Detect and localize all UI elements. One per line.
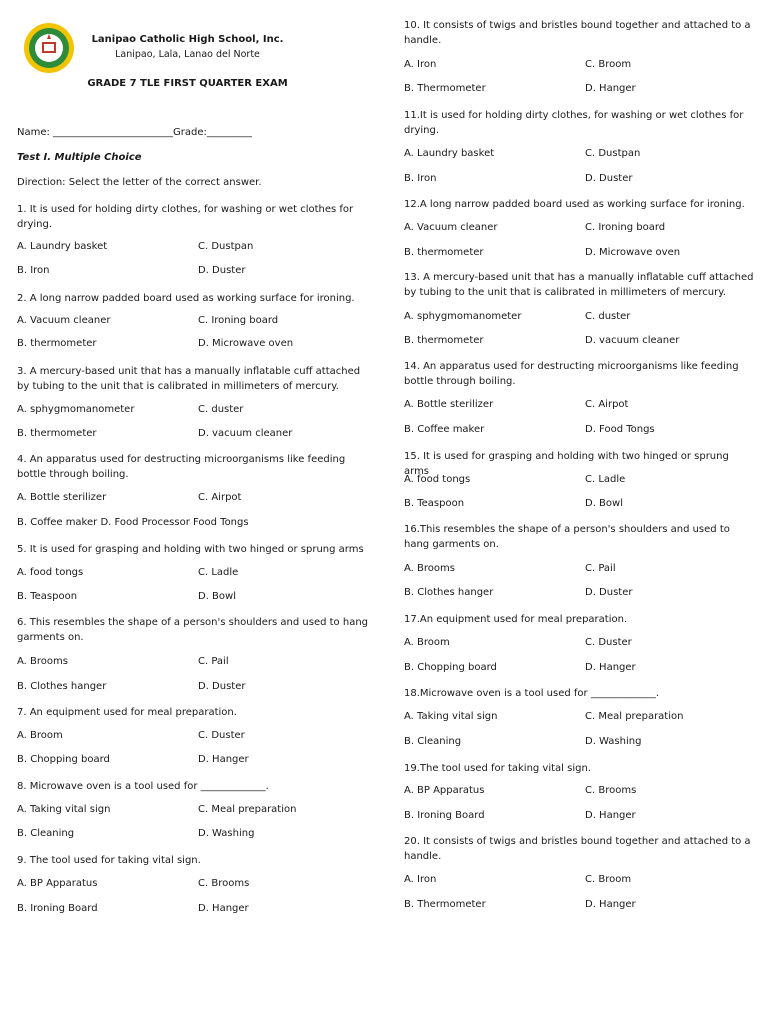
option-d: D. Hanger [585, 83, 636, 94]
question-text: 15. It is used for grasping and holding with two hinged or sprung arms [404, 451, 729, 477]
option-c: C. Broom [585, 59, 632, 70]
question-text: 6. This resembles the shape of a person's shoulders and used to hang garments on. [17, 617, 369, 643]
option-a: A. Vacuum cleaner [17, 315, 111, 326]
option-c: C. duster [585, 311, 631, 322]
option-c: C. duster [198, 404, 244, 415]
option-c: C. Duster [198, 730, 245, 741]
question-text: 5. It is used for grasping and holding with two hinged or sprung arms [17, 544, 364, 555]
option-a: A. food tongs [17, 567, 84, 578]
option-b: B. Coffee maker D. Food Processor Food Tongs [17, 517, 249, 528]
option-b: B. Cleaning [404, 736, 462, 747]
option-b: B. Teaspoon [17, 591, 78, 602]
option-d: D. Duster [585, 587, 633, 598]
option-c: C. Pail [585, 563, 616, 574]
option-d: D. Food Tongs [585, 424, 655, 435]
option-b: B. thermometer [17, 338, 97, 349]
option-b: B. thermometer [404, 247, 484, 258]
question-text: 4. An apparatus used for destructing microorganisms like feeding bottle through boiling. [17, 454, 346, 480]
question-text: 17.An equipment used for meal preparation. [404, 614, 628, 625]
name-grade-line: Name: ________________________Grade:_________ [17, 127, 252, 138]
option-b: B. Chopping board [17, 754, 110, 765]
option-c: C. Duster [585, 637, 632, 648]
question-text: 19.The tool used for taking vital sign. [404, 763, 591, 774]
option-d: D. vacuum cleaner [585, 335, 680, 346]
option-a: A. Brooms [404, 563, 455, 574]
option-d: D. Hanger [585, 899, 636, 910]
option-d: D. Bowl [198, 591, 236, 602]
question-text: 11.It is used for holding dirty clothes, for washing or wet clothes for drying. [404, 110, 744, 136]
option-a: A. food tongs [404, 474, 471, 485]
test-title: Test I. Multiple Choice [17, 152, 142, 163]
option-b: B. Cleaning [17, 828, 75, 839]
option-d: D. Washing [198, 828, 255, 839]
option-d: D. Microwave oven [198, 338, 294, 349]
question-text: 1. It is used for holding dirty clothes, for washing or wet clothes for drying. [17, 204, 354, 230]
option-c: C. Meal preparation [585, 711, 684, 722]
option-b: B. Clothes hanger [17, 681, 107, 692]
option-a: A. Iron [404, 59, 437, 70]
option-d: D. Duster [585, 173, 633, 184]
option-b: B. thermometer [404, 335, 484, 346]
exam-title: GRADE 7 TLE FIRST QUARTER EXAM [87, 78, 288, 89]
option-d: D. Bowl [585, 498, 623, 509]
option-c: C. Dustpan [585, 148, 641, 159]
option-b: B. Iron [404, 173, 437, 184]
option-a: A. BP Apparatus [17, 878, 98, 889]
direction-text: Direction: Select the letter of the correct answer. [17, 177, 262, 188]
question-text: 20. It consists of twigs and bristles bound together and attached to a handle. [404, 836, 751, 862]
question-text: 14. An apparatus used for destructing microorganisms like feeding bottle through boiling. [404, 361, 739, 387]
option-c: C. Brooms [585, 785, 637, 796]
question-text: 12.A long narrow padded board used as working surface for ironing. [404, 199, 745, 210]
option-a: A. Brooms [17, 656, 68, 667]
option-c: C. Pail [198, 656, 229, 667]
question-text: 8. Microwave oven is a tool used for _____________. [17, 781, 269, 792]
option-d: D. Hanger [198, 754, 249, 765]
question-text: 2. A long narrow padded board used as working surface for ironing. [17, 293, 355, 304]
question-text: 7. An equipment used for meal preparation. [17, 707, 237, 718]
question-text: 13. A mercury-based unit that has a manually inflatable cuff attached by tubing to the unit that is calibrated in millimeters of mercury. [404, 272, 754, 298]
option-d: D. Hanger [198, 903, 249, 914]
option-a: A. Bottle sterilizer [404, 399, 494, 410]
option-a: A. Taking vital sign [404, 711, 498, 722]
option-d: D. Microwave oven [585, 247, 681, 258]
option-d: D. Hanger [585, 810, 636, 821]
option-a: A. sphygmomanometer [17, 404, 135, 415]
option-a: A. Laundry basket [404, 148, 495, 159]
option-b: B. Clothes hanger [404, 587, 494, 598]
question-text: 9. The tool used for taking vital sign. [17, 855, 201, 866]
option-c: C. Ironing board [198, 315, 279, 326]
option-c: C. Brooms [198, 878, 250, 889]
option-a: A. Broom [17, 730, 63, 741]
option-c: C. Dustpan [198, 241, 254, 252]
option-b: B. Thermometer [404, 83, 486, 94]
option-a: A. Broom [404, 637, 450, 648]
option-d: D. Washing [585, 736, 642, 747]
option-d: D. Hanger [585, 662, 636, 673]
option-b: B. thermometer [17, 428, 97, 439]
option-c: C. Broom [585, 874, 632, 885]
option-b: B. Ironing Board [404, 810, 485, 821]
option-a: A. BP Apparatus [404, 785, 485, 796]
option-c: C. Airpot [198, 492, 242, 503]
question-text: 16.This resembles the shape of a person's shoulders and used to hang garments on. [404, 524, 730, 550]
option-b: B. Ironing Board [17, 903, 98, 914]
school-seal-icon [23, 22, 75, 74]
option-a: A. Vacuum cleaner [404, 222, 498, 233]
option-c: C. Airpot [585, 399, 629, 410]
option-d: D. vacuum cleaner [198, 428, 293, 439]
question-text: 18.Microwave oven is a tool used for _____________. [404, 688, 659, 699]
option-c: C. Ironing board [585, 222, 666, 233]
option-a: A. Iron [404, 874, 437, 885]
school-name: Lanipao Catholic High School, Inc. [91, 34, 284, 45]
option-b: B. Teaspoon [404, 498, 465, 509]
option-a: A. Bottle sterilizer [17, 492, 107, 503]
option-b: B. Chopping board [404, 662, 497, 673]
option-c: C. Ladle [198, 567, 239, 578]
question-text: 3. A mercury-based unit that has a manually inflatable cuff attached by tubing to the unit that is calibrated in millimeters of mercury. [17, 366, 361, 392]
option-a: A. Laundry basket [17, 241, 108, 252]
option-a: A. sphygmomanometer [404, 311, 522, 322]
option-b: B. Thermometer [404, 899, 486, 910]
option-c: C. Meal preparation [198, 804, 297, 815]
option-b: B. Coffee maker [404, 424, 485, 435]
option-c: C. Ladle [585, 474, 626, 485]
option-d: D. Duster [198, 265, 246, 276]
question-text: 10. It consists of twigs and bristles bound together and attached to a handle. [404, 20, 751, 46]
option-b: B. Iron [17, 265, 50, 276]
option-d: D. Duster [198, 681, 246, 692]
school-address: Lanipao, Lala, Lanao del Norte [115, 49, 260, 60]
option-a: A. Taking vital sign [17, 804, 111, 815]
